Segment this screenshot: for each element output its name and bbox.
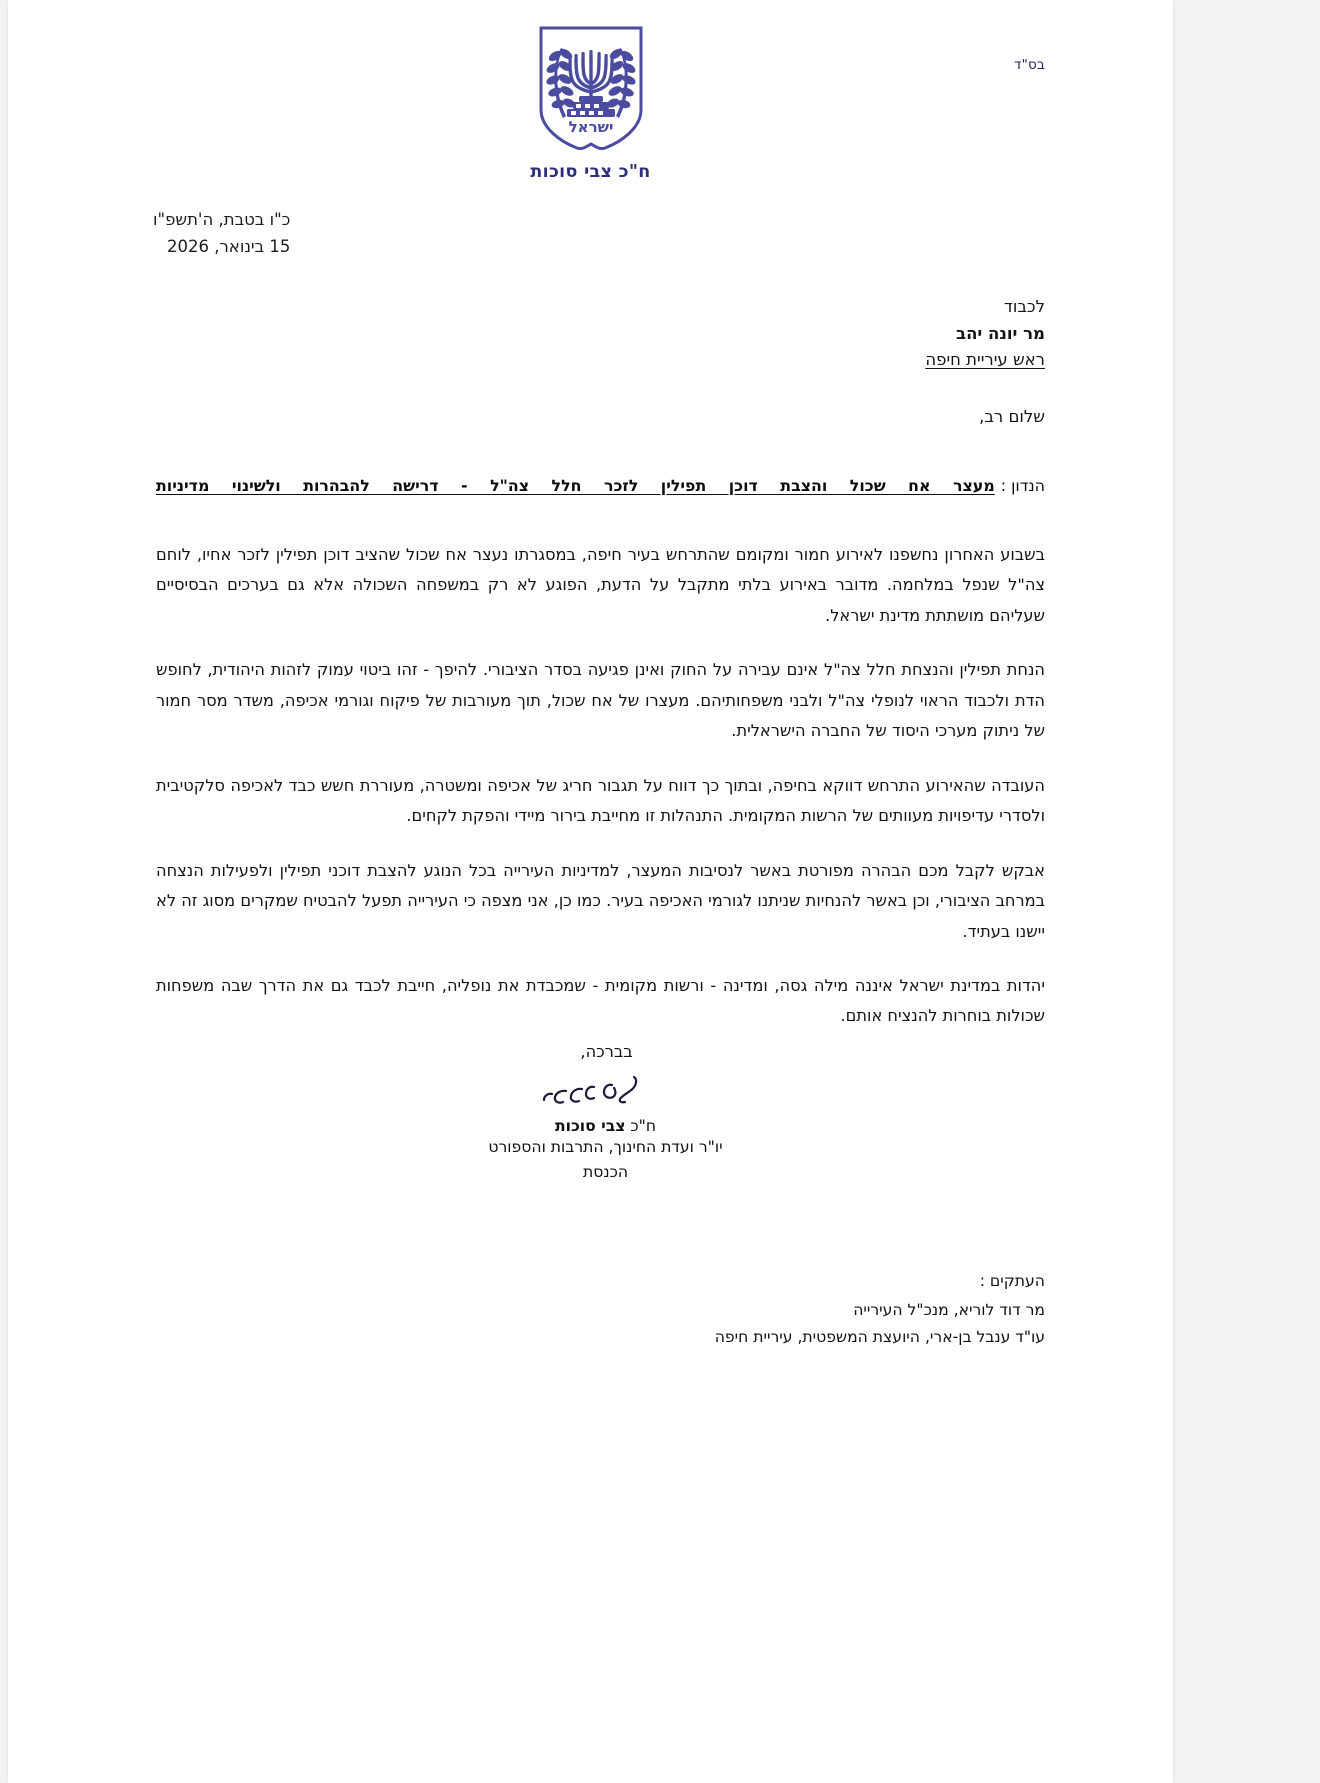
- subject-text: מעצר אח שכול והצבת דוכן תפילין לזכר חלל צה"ל - דרישה להבהרות ולשינוי מדיניות: [156, 476, 995, 495]
- body-paragraph: העובדה שהאירוע התרחש דווקא בחיפה, ובתוך כך דווח על תגבור חריג של אכיפה ומשטרה, מעוררת חשש כבד לאכיפה סלקטיבית ולסדרי עדיפויות מעוותים של הרשות המקומית. התנהלות זו מחייבת בירור מיידי והפקת לקחים.: [156, 775, 1045, 826]
- signature-organization: הכנסת: [582, 1162, 629, 1181]
- copies-title: העתקים :: [979, 1272, 1045, 1290]
- recipient-name: מר יונה יהב: [956, 323, 1045, 343]
- signature-name: [8, 1117, 1203, 1135]
- subject-label: הנדון :: [1000, 476, 1045, 495]
- signature-role: יו"ר ועדת החינוך, התרבות והספורט: [488, 1138, 723, 1156]
- letter-page: [8, 0, 1173, 1783]
- israel-state-emblem-icon: [535, 24, 647, 152]
- signoff-block: [8, 1042, 1173, 1185]
- signoff-greeting: בברכה,: [580, 1042, 633, 1061]
- body-paragraph: בשבוע האחרון נחשפנו לאירוע חמור ומקומם שהתרחש בעיר חיפה, במסגרתו נעצר אח שכול שהציב דוכן תפילין לזכר אחיו, לוחם צה"ל שנפל במלחמה. מדובר באירוע בלתי מתקבל על הדעת, הפוגע לא רק במשפחה השכולה אלא גם בערכים הבסיסיים שעליהם מושתתת מדינת ישראל.: [156, 545, 1045, 625]
- emblem-container: [8, 24, 1173, 152]
- copies-item: מר דוד לוריא, מנכ"ל העירייה: [853, 1300, 1045, 1319]
- recipient-block: [925, 294, 1045, 374]
- recipient-title: ראש עיריית חיפה: [925, 350, 1045, 370]
- handwritten-signature-icon: [516, 1071, 666, 1113]
- signature-name-bold: צבי סוכות: [554, 1117, 626, 1135]
- hebrew-date: כ"ו בטבת, ה'תשפ"ו: [153, 210, 291, 229]
- emblem-caption: ישראל: [568, 118, 613, 136]
- greeting-line: שלום רב,: [979, 407, 1045, 426]
- signature-name-prefix: ח"כ: [625, 1117, 657, 1135]
- letter-body: [156, 540, 1045, 1056]
- copies-item: עו"ד ענבל בן-ארי, היועצת המשפטית, עיריית חיפה: [714, 1327, 1045, 1346]
- copies-block: [715, 1268, 1045, 1350]
- subject-row: [156, 476, 1045, 495]
- member-name: ח"כ צבי סוכות: [530, 162, 651, 182]
- bsd-mark: בס"ד: [1014, 57, 1045, 73]
- date-block: [153, 207, 290, 260]
- body-paragraph: יהדות במדינת ישראל איננה מילה גסה, ומדינה - ורשות מקומית - שמכבדת את נופליה, חייבת לכבד גם את הדרך שבה משפחות שכולות בוחרות להנציח אותם.: [156, 975, 1045, 1026]
- body-paragraph: הנחת תפילין והנצחת חלל צה"ל אינם עבירה על החוק ואינן פגיעה בסדר הציבורי. להיפך - זהו ביטוי עמוק לזהות היהודית, לחופש הדת ולכבוד הראוי לנופלי צה"ל ולבני משפחותיהם. מעצרו של אח שכול, תוך מעורבות של פיקוח וגורמי אכיפה, משדר מסר חמור של ניתוק מערכי היסוד של החברה הישראלית.: [156, 660, 1045, 741]
- recipient-salutation: לכבוד: [1003, 297, 1045, 316]
- body-paragraph: אבקש לקבל מכם הבהרה מפורטת באשר לנסיבות המעצר, למדיניות העירייה בכל הנוגע להצבת דוכני תפילין ולפעילות הנצחה במרחב הציבורי, וכן באשר להנחיות שניתנו לגורמי האכיפה בעיר. כמו כן, אני מצפה כי העירייה תפעל להבטיח שמקרים מסוג זה לא יישנו בעתיד.: [156, 860, 1045, 941]
- gregorian-date: 15 בינואר, 2026: [166, 236, 291, 256]
